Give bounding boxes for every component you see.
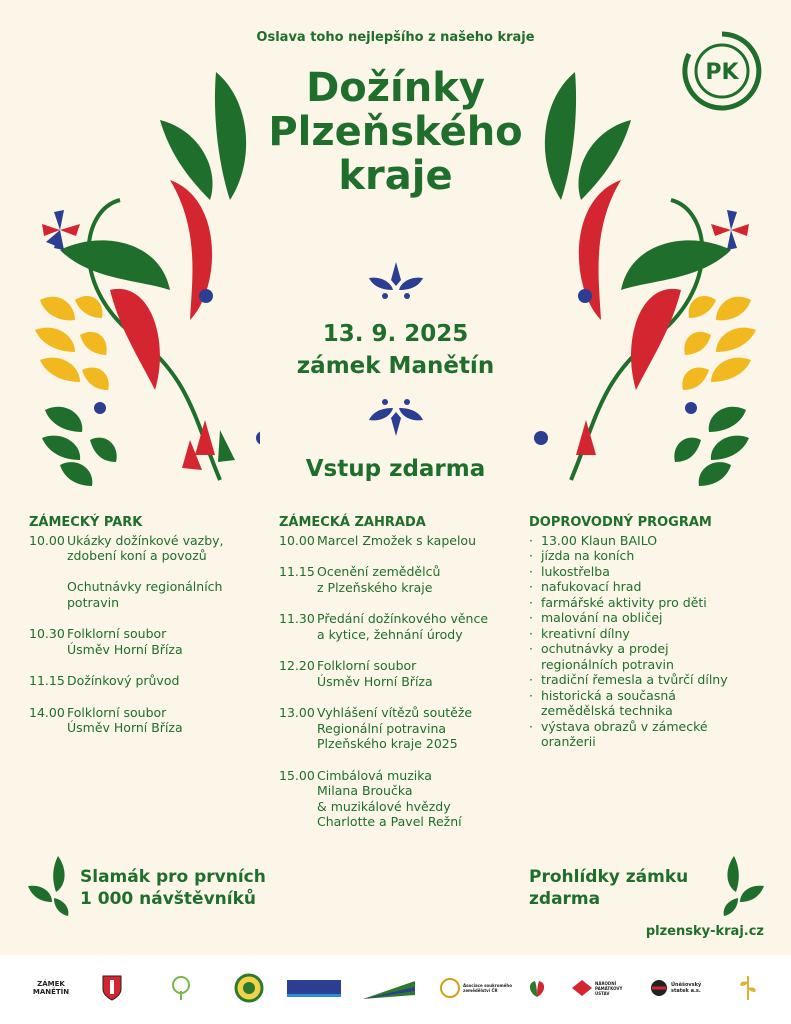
- list-item: · ochutnávky a prodej regionálních potravin: [529, 641, 674, 672]
- leaf-icon-left: [28, 856, 72, 916]
- program-doprovodny: [529, 515, 769, 750]
- list-item: · výstava obrazů v zámecké oranžerii: [529, 718, 708, 749]
- pk-logo: [681, 30, 763, 112]
- sponsor-logo-posumavi: [362, 970, 416, 1006]
- program-row: 14.00 Folklorní soubor Úsměv Horní Bříza: [29, 704, 183, 735]
- program-row: 10.30 Folklorní soubor Úsměv Horní Bříza: [29, 626, 183, 657]
- program-row: 15.00 Cimbálová muzika Milana Broučka & muzikálové hvězdy Charlotte a Pavel Režní: [279, 767, 462, 829]
- program-row: 12.20 Folklorní soubor Úsměv Horní Bříza: [279, 658, 433, 689]
- sponsor-logo-round: [232, 970, 266, 1006]
- blue-ornament-top: [365, 262, 427, 300]
- sponsor-logo-coat-of-arms: [100, 970, 124, 1006]
- list-item: · 13.00 Klaun BAILO: [529, 532, 658, 548]
- tagline: Oslava toho nejlepšího z našeho kraje: [256, 30, 535, 45]
- list-item: · nafukovací hrad: [529, 579, 642, 594]
- section-heading: ZÁMECKÁ ZAHRADA: [279, 515, 426, 530]
- list-item: · farmářské aktivity pro děti: [529, 594, 707, 610]
- entry-info: Vstup zdarma: [305, 456, 486, 482]
- title-line-2: Plzeňského: [268, 109, 523, 155]
- program-zamecky-park: [29, 515, 269, 752]
- leaf-icon-right: [720, 856, 764, 916]
- website-link[interactable]: plzensky-kraj.cz: [645, 924, 764, 939]
- title-line-3: kraje: [338, 153, 453, 199]
- event-place: zámek Manětín: [296, 353, 495, 379]
- promo-hat-offer: Slamák pro prvních 1 000 návštěvníků: [80, 867, 266, 909]
- section-heading: ZÁMECKÝ PARK: [29, 515, 143, 530]
- sponsor-logo-sprout: [522, 970, 552, 1006]
- program-row: 10.00 Marcel Zmožek s kapelou: [279, 532, 477, 548]
- promo-castle-tours: Prohlídky zámku zdarma: [529, 867, 689, 909]
- sponsor-logo-uhlava: [286, 970, 342, 1006]
- list-item: · historická a současná zemědělská technika: [529, 687, 676, 718]
- section-heading: DOPROVODNÝ PROGRAM: [529, 515, 712, 530]
- page-title: [0, 66, 791, 198]
- program-row: 11.15 Dožínkový průvod: [29, 673, 180, 688]
- sponsor-logo-npu: NÁRODNÍ PAMÁTKOVÝ ÚSTAV: [572, 970, 638, 1006]
- program-row: 11.30 Předání dožínkového věnce a kytice, žehnání úrody: [279, 611, 489, 642]
- program-row: 11.15 Ocenění zemědělců z Plzeňského kraje: [279, 564, 441, 595]
- sponsor-logo-asociace: Asociace soukromého zemědělství ČR: [440, 970, 516, 1006]
- list-item: · jízda na koních: [529, 548, 635, 563]
- sponsor-logo-tree: [150, 970, 212, 1006]
- sponsor-logo-unesovsky-statek: Úněšovský statek a.s.: [650, 970, 714, 1006]
- program-row: 13.00 Vyhlášení vítězů soutěže Regionální potravina Plzeňského kraje 2025: [279, 705, 473, 751]
- blue-ornament-bottom: [365, 398, 427, 436]
- list-item: · kreativní dílny: [529, 625, 630, 641]
- program-row: 10.00 Ukázky dožínkové vazby, zdobení koní a povozů Ochutnávky regionálních potravin: [29, 532, 224, 610]
- event-info: [0, 318, 791, 382]
- list-item: · malování na obličej: [529, 610, 663, 625]
- pk-logo-text: PK: [705, 60, 739, 85]
- sponsor-bar: [0, 955, 791, 1024]
- list-item: · tradiční řemesla a tvůrčí dílny: [529, 672, 728, 687]
- event-date: 13. 9. 2025: [322, 321, 469, 347]
- title-line-1: Dožínky: [306, 65, 485, 111]
- sponsor-logo-zamek-manetin: ZÁMEK MANĚTÍN: [32, 980, 70, 996]
- sponsor-logo-wheat: [728, 970, 768, 1006]
- program-zamecka-zahrada: [279, 515, 519, 846]
- list-item: · lukostřelba: [529, 563, 610, 579]
